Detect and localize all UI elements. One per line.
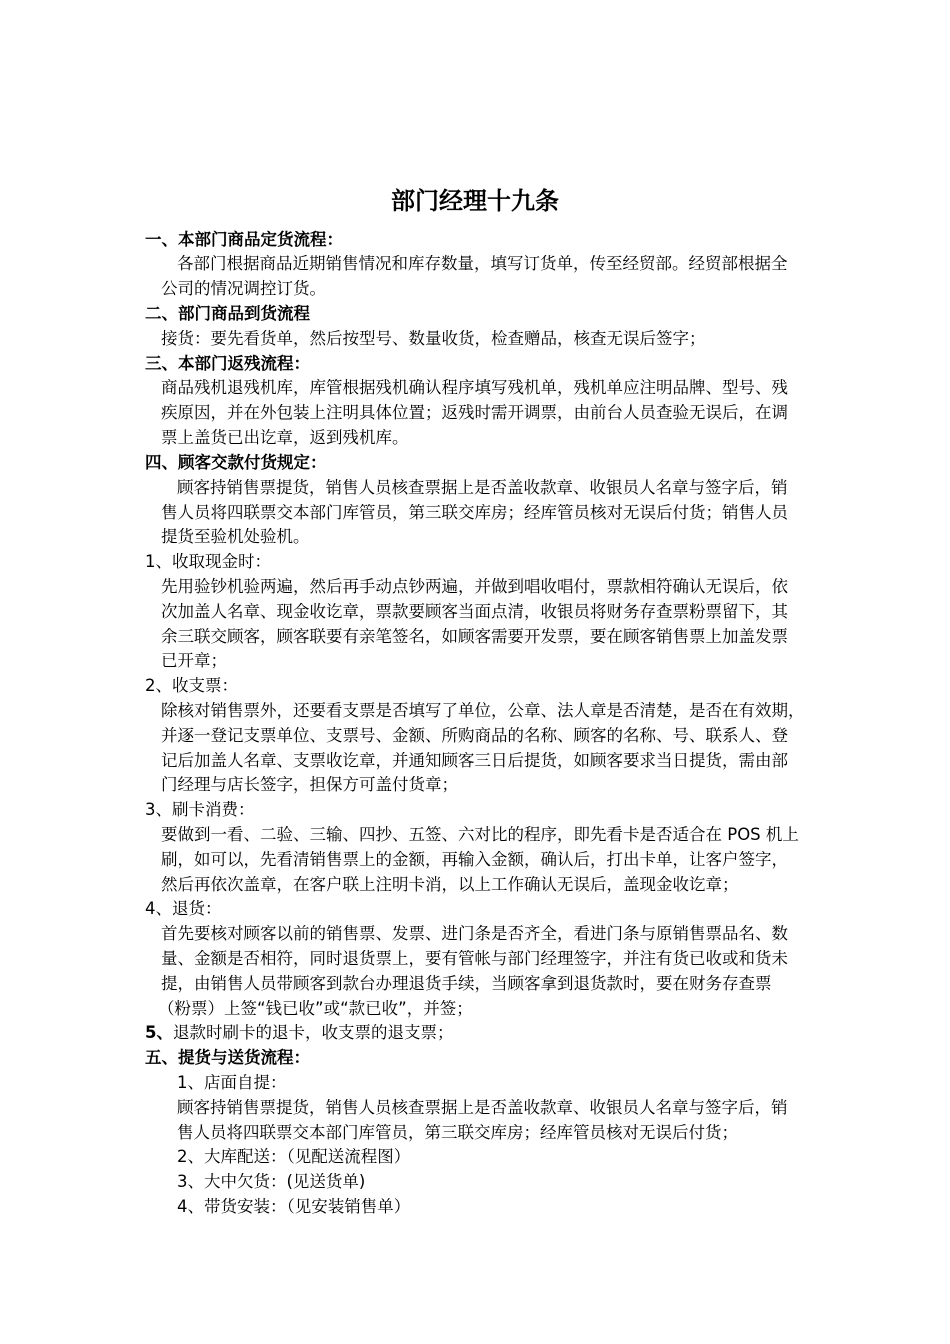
- item-4-body-line: 首先要核对顾客以前的销售票、发票、进门条是否齐全，看进门条与原销售票品名、数: [161, 924, 788, 943]
- section-3-body-line: 票上盖货已出讫章，返到残机库。: [161, 428, 409, 447]
- section-3-body-line: 商品残机退残机库，库管根据残机确认程序填写残机单，残机单应注明品牌、型号、残: [161, 378, 788, 397]
- subitem-1-body-line: 售人员将四联票交本部门库管员，第三联交库房；经库管员核对无误后付货；: [177, 1123, 738, 1142]
- item-3-label: 3、刷卡消费：: [145, 800, 255, 819]
- item-1-label: 1、收取现金时：: [145, 552, 271, 571]
- section-3-body-line: 疾原因，并在外包装上注明具体位置；返残时需开调票，由前台人员查验无误后，在调: [161, 403, 788, 422]
- item-2-label: 2、收支票：: [145, 676, 238, 695]
- subitem-4-line: 4、带货安装：（见安装销售单）: [177, 1197, 411, 1216]
- item-3-body-line: 然后再依次盖章，在客户联上注明卡消，以上工作确认无误后，盖现金收讫章；: [161, 875, 739, 894]
- item-5-number: 5、: [145, 1023, 173, 1042]
- item-2-body-line: 除核对销售票外，还要看支票是否填写了单位，公章、法人章是否清楚，是否在有效期，: [161, 701, 805, 720]
- section-4-heading: 四、顾客交款付货规定：: [145, 453, 327, 472]
- subitem-1-label: 1、店面自提：: [177, 1073, 287, 1092]
- section-2-heading: 二、部门商品到货流程: [145, 304, 310, 323]
- item-3-body-line: 刷，如可以，先看清销售票上的金额，再输入金额，确认后，打出卡单，让客户签字，: [161, 850, 788, 869]
- section-1-body-line: 各部门根据商品近期销售情况和库存数量，填写订货单，传至经贸部。经贸部根据全: [177, 254, 788, 273]
- section-4-body-line: 提货至验机处验机。: [161, 527, 310, 546]
- document-title: 部门经理十九条: [391, 187, 559, 215]
- item-1-body-line: 余三联交顾客，顾客联要有亲笔签名，如顾客需要开发票，要在顾客销售票上加盖发票: [161, 627, 788, 646]
- section-5-heading: 五、提货与送货流程：: [145, 1048, 310, 1067]
- item-5-line: [145, 1020, 453, 1045]
- item-1-body-line: 次加盖人名章、现金收讫章，票款要顾客当面点清，收银员将财务存查票粉票留下，其: [161, 602, 788, 621]
- item-5-text: 退款时刷卡的退卡，收支票的退支票；: [172, 1023, 454, 1042]
- item-1-body-line: 已开章；: [161, 651, 227, 670]
- subitem-2-line: 2、大库配送：（见配送流程图）: [177, 1147, 411, 1166]
- item-2-body-line: 并逐一登记支票单位、支票号、金额、所购商品的名称、顾客的名称、号、联系人、登: [161, 726, 788, 745]
- subitem-3-line: 3、大中欠货：(见送货单): [177, 1172, 366, 1191]
- section-1-heading: 一、本部门商品定货流程：: [145, 230, 343, 249]
- subitem-1-body-line: 顾客持销售票提货，销售人员核查票据上是否盖收款章、收银员人名章与签字后，销: [177, 1098, 788, 1117]
- section-4-body-line: 顾客持销售票提货，销售人员核查票据上是否盖收款章、收银员人名章与签字后，销: [177, 478, 788, 497]
- item-4-label: 4、退货：: [145, 899, 222, 918]
- section-1-body-line: 公司的情况调控订货。: [161, 279, 326, 298]
- item-2-body-line: 门经理与店长签字，担保方可盖付货章；: [161, 775, 458, 794]
- item-4-body-line: （粉票）上签“钱已收”或“款已收”，并签；: [158, 999, 473, 1018]
- item-4-body-line: 提，由销售人员带顾客到款台办理退货手续，当顾客拿到退货款时，要在财务存查票: [161, 974, 772, 993]
- section-4-body-line: 售人员将四联票交本部门库管员，第三联交库房；经库管员核对无误后付货；销售人员: [161, 503, 788, 522]
- section-2-body-line: 接货：要先看货单，然后按型号、数量收货，检查赠品，核查无误后签字；: [161, 329, 706, 348]
- item-4-body-line: 量、金额是否相符，同时退货票上，要有管帐与部门经理签字，并注有货已收或和货未: [161, 949, 788, 968]
- section-3-heading: 三、本部门返残流程：: [145, 354, 310, 373]
- item-3-body-line: 要做到一看、二验、三输、四抄、五签、六对比的程序，即先看卡是否适合在 POS 机上: [161, 825, 799, 844]
- item-1-body-line: 先用验钞机验两遍，然后再手动点钞两遍，并做到唱收唱付，票款相符确认无误后，依: [161, 577, 788, 596]
- item-2-body-line: 记后加盖人名章、支票收讫章，并通知顾客三日后提货，如顾客要求当日提货，需由部: [161, 751, 788, 770]
